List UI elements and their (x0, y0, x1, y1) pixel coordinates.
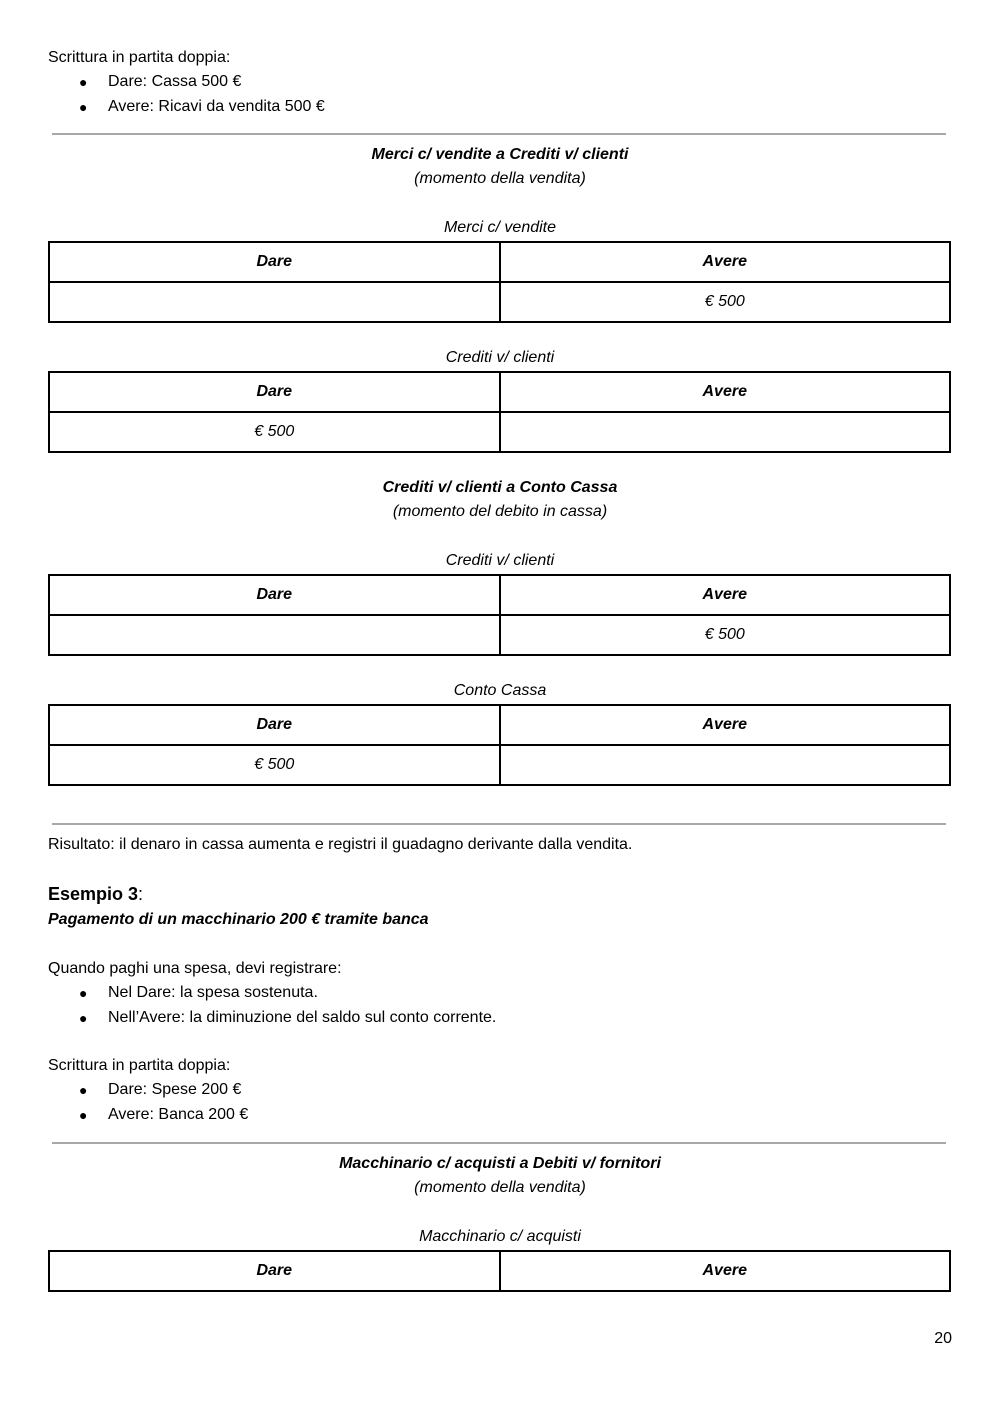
dare-value: € 500 (49, 745, 500, 785)
bullet-icon: ● (79, 99, 88, 115)
avere-header: Avere (500, 575, 951, 615)
divider (52, 823, 946, 825)
register-list (48, 983, 496, 1033)
list-item: ● Nel Dare: la spesa sostenuta. (79, 984, 318, 1001)
entry-title: Macchinario c/ acquisti a Debiti v/ fornitori (339, 1155, 661, 1172)
avere-header: Avere (500, 705, 951, 745)
avere-header: Avere (500, 242, 951, 282)
account-table (48, 574, 951, 656)
account-table (48, 371, 951, 453)
entry-subtitle: (momento del debito in cassa) (392, 503, 608, 520)
result-text: Risultato: il denaro in cassa aumenta e registri il guadagno derivante dalla vendita. (48, 836, 633, 853)
example-heading: Esempio 3: (48, 884, 144, 904)
entry-title: Crediti v/ clienti a Conto Cassa (382, 479, 618, 496)
avere-header: Avere (500, 1251, 951, 1291)
avere-value: € 500 (500, 615, 951, 655)
page-number: 20 (934, 1330, 952, 1347)
entry-subtitle: (momento della vendita) (414, 1179, 586, 1196)
account-table (48, 704, 951, 786)
account-table (48, 241, 951, 323)
list-item: ● Avere: Banca 200 € (79, 1106, 249, 1123)
entry-title: Merci c/ vendite a Crediti v/ clienti (371, 146, 629, 163)
list-item: ● Dare: Spese 200 € (79, 1081, 242, 1098)
dare-value (49, 282, 500, 322)
bullet-icon: ● (79, 1082, 88, 1098)
bullet-icon: ● (79, 1010, 88, 1026)
account-name: Macchinario c/ acquisti (419, 1228, 581, 1245)
dare-value (49, 615, 500, 655)
account-name: Merci c/ vendite (443, 219, 557, 236)
scrittura-heading: Scrittura in partita doppia: (48, 49, 231, 66)
account-name: Crediti v/ clienti (445, 552, 555, 569)
bullet-icon: ● (79, 1107, 88, 1123)
scrittura-heading: Scrittura in partita doppia: (48, 1057, 231, 1074)
divider (52, 1142, 946, 1144)
dare-header: Dare (49, 1251, 500, 1291)
list-item: ● Nell’Avere: la diminuzione del saldo sul conto corrente. (79, 1009, 497, 1026)
list-item: ● Dare: Cassa 500 € (79, 73, 242, 90)
avere-value (500, 412, 951, 452)
entry-subtitle: (momento della vendita) (414, 170, 586, 187)
bullet-icon: ● (79, 985, 88, 1001)
avere-value (500, 745, 951, 785)
scrittura-list (48, 72, 325, 122)
dare-header: Dare (49, 372, 500, 412)
list-item: ● Avere: Ricavi da vendita 500 € (79, 98, 325, 115)
scrittura-list (48, 1080, 248, 1130)
dare-value: € 500 (49, 412, 500, 452)
divider (52, 133, 946, 135)
account-name: Conto Cassa (453, 682, 547, 699)
account-table (48, 1250, 951, 1292)
dare-header: Dare (49, 705, 500, 745)
bullet-icon: ● (79, 74, 88, 90)
dare-header: Dare (49, 575, 500, 615)
account-name: Crediti v/ clienti (445, 349, 555, 366)
example-subtitle: Pagamento di un macchinario 200 € tramite banca (48, 911, 429, 928)
avere-header: Avere (500, 372, 951, 412)
dare-header: Dare (49, 242, 500, 282)
avere-value: € 500 (500, 282, 951, 322)
example-intro: Quando paghi una spesa, devi registrare: (48, 960, 342, 977)
